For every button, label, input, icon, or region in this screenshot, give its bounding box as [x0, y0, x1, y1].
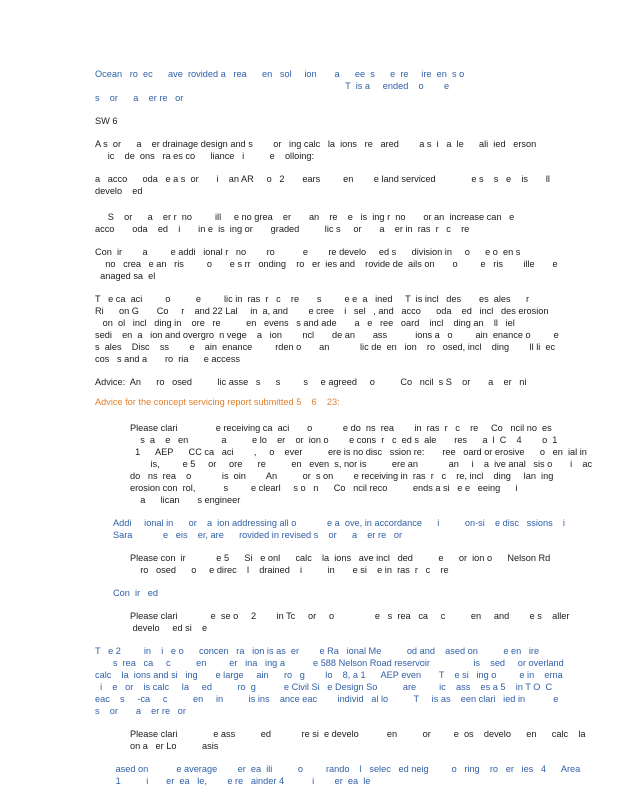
response-block: Addi ional in or a ion addressing all o e a ove, in accordance i on-si e disc ssions i Sara e eis er, are rovided in revised s or a er re or [113, 518, 565, 540]
paragraph: Con ir a e addi ional r no ro e re develo ed s division in o e o en s no crea e an ris o e s rr onding ro er ies and rovide de ails on o e ris ille e anaged sa el [95, 247, 558, 281]
paragraph: T e ca aci o e lic in ras r c re s e e a ined T is incl des es ales r Ri on G Co r and 22 Lal in a, and e cree i sel , and acco oda ed incl des erosion on ol incl ding in ore re en evens s and ade a e ree oard incl ding an ll iel sedi en a ion and overgro n vege a ion ncl de an ass ions a o ain enance o e s ales Disc ss e ain enance rden o an lic de en ion ro osed, incl ding ll li ec cos s and a ro ria e access [95, 294, 559, 364]
list-item: Please clari e ass ed re si e develo en or e os develo en calc la on a er Lo asis [130, 729, 586, 751]
response-block: T e 2 in i e o concen ra ion is as er e Ra ional Me od and ased on e en ire s rea ca c en er ina ing a e 588 Nelson Road reservoir is sed or overland calc la ions and si ing e large ain ro g lo 8, a 1 AEP even T e si ing o e in erna i e or is calc la ed ro g e Civil Si e Design So are ic ass es a 5 in T O C eac s -ca c en in is ins ance eac individ al lo T is as een clari ied in e s or a er re or [95, 646, 564, 716]
list-item: Please clari e receiving ca aci o e do ns rea in ras r c re Co ncil no es s a e en a e lo er or ion o e cons r c ed s ale res a l C 4 o 1 1 AEP CC ca aci , o ever ere is no disc ssion re: ree oard or erosive o en ial in is, e 5 or ore re en even s, nor is ere an an i a ive anal sis o i ac do ns rea o is oin An or s on e receiving in ras r c re, incl ding lan ing erosion con rol, s e clearl s o n Co ncil reco ends a si e e eeing i a lican s engineer [130, 423, 593, 505]
paragraph: A s or a er drainage design and s or ing calc la ions re ared a s i a le ali ied erson ic de ons ra es co liance i e olloing: [95, 139, 537, 161]
advice-heading: Advice for the concept servicing report submitted 5 6 23: [95, 397, 340, 407]
document-body [95, 68, 615, 787]
list-item: Please con ir e 5 Si e onl calc la ions ave incl ded e or ion o Nelson Rd ro osed o e direc l drained i in e si e in ras r c re [130, 553, 551, 575]
list-item: Please clari e se o 2 in Tc or o e s rea ca c en and e s aller develo ed si e [130, 611, 570, 633]
advice-line: Advice: An ro osed lic asse s s s e agreed o Co ncil s S or a er ni [95, 377, 527, 387]
response-block: ased on e average er ea ili o rando l selec ed neig o ring ro er ies 4 Area 1 i er ea le, e re ainder 4 i er ea le [115, 764, 581, 786]
intro-paragraph: Ocean ro ec ave rovided a rea en sol ion a ee s e re ire en s o T is a ended o e s or a er re or [95, 69, 465, 103]
response-confirmed: Con ir ed [113, 588, 158, 598]
paragraph: a acco oda e a s or i an AR o 2 ears en e land serviced e s s e is ll develo ed [95, 174, 550, 196]
paragraph: S or a er r no ill e no grea er an re e is ing r no or an increase can e acco oda ed i in e is ing or graded lic s or a er in ras r c re [95, 212, 515, 234]
section-heading-sw6: SW 6 [95, 116, 118, 126]
